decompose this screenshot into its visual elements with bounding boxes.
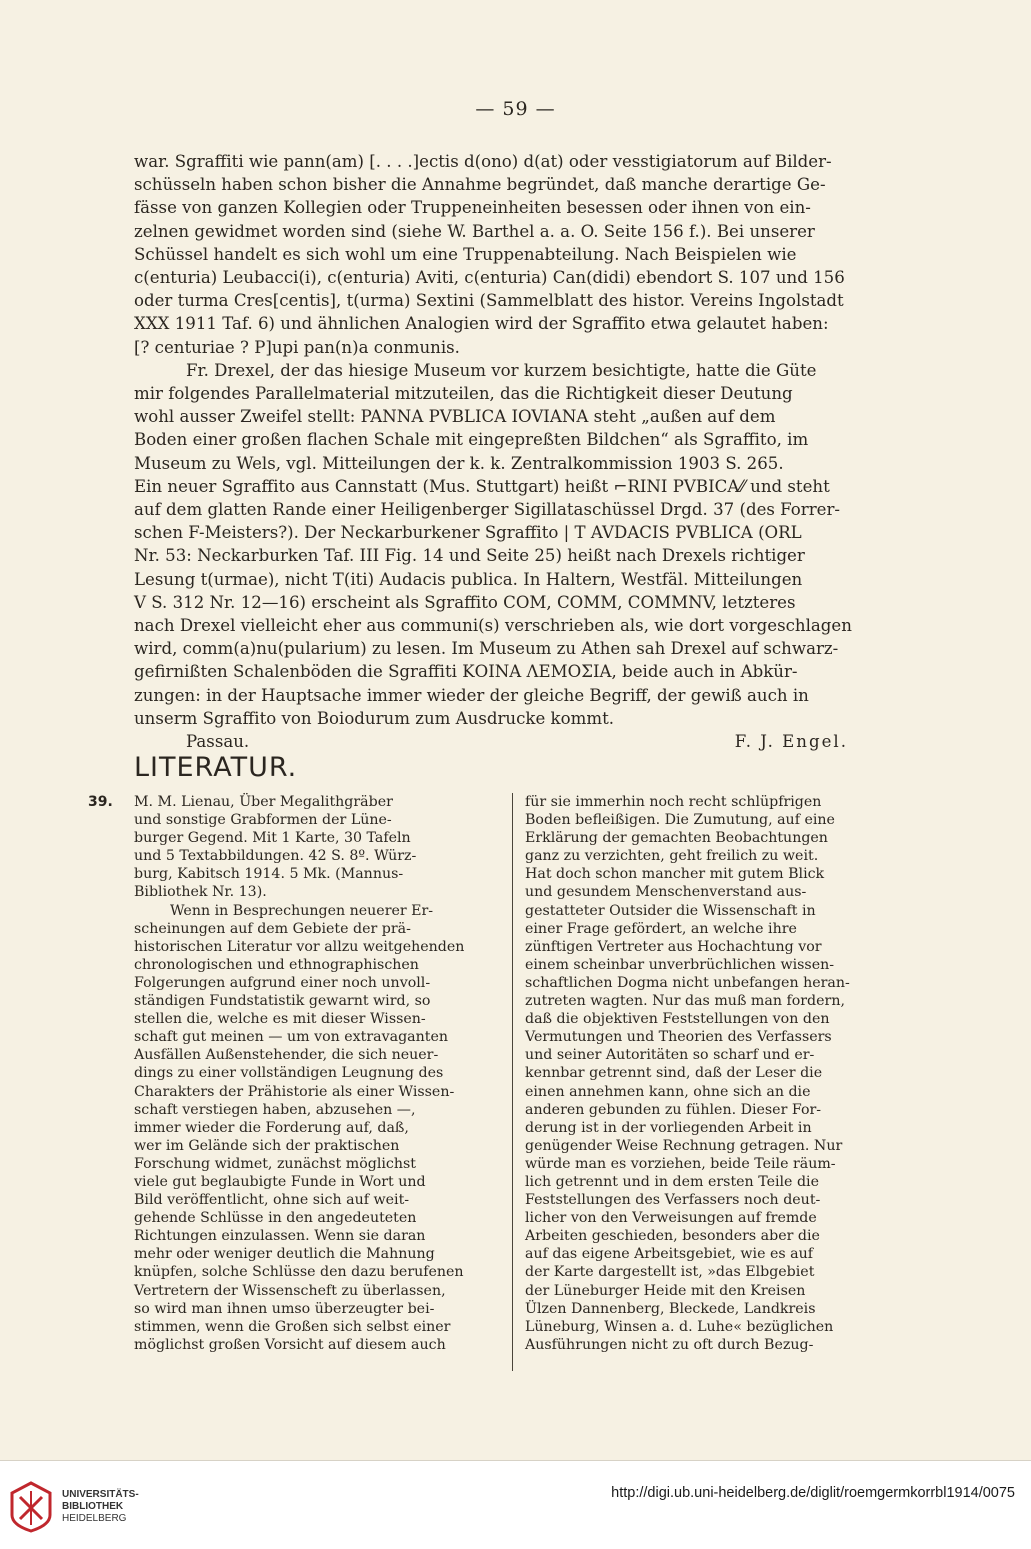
text-line: und gesundem Menschenverstand aus-	[525, 884, 807, 901]
text-line: gestatteter Outsider die Wissenschaft in	[525, 902, 816, 919]
text-line: würde man es vorziehen, beide Teile räum-	[525, 1155, 836, 1172]
text-line: Bibliothek Nr. 13).	[134, 884, 267, 901]
text-line: und seiner Autoritäten so scharf und er-	[525, 1047, 815, 1064]
text-line: Nr. 53: Neckarburken Taf. III Fig. 14 und Seite 25) heißt nach Drexels richtiger	[134, 546, 805, 566]
text-line: burger Gegend. Mit 1 Karte, 30 Tafeln	[134, 830, 411, 847]
text-line: dings zu einer vollständigen Leugnung des	[134, 1065, 444, 1082]
text-line: genügender Weise Rechnung getragen. Nur	[525, 1137, 843, 1154]
text-line: der Karte dargestellt ist, »das Elbgebiet	[525, 1264, 815, 1281]
text-line: M. M. Lienau, Über Megalithgräber	[134, 794, 393, 810]
text-line: stellen die, welche es mit dieser Wissen-	[134, 1011, 426, 1028]
left-column	[88, 793, 500, 1371]
text-line: schüsseln haben schon bisher die Annahme begründet, daß manche derartige Ge-	[134, 175, 826, 195]
entry-citation	[134, 793, 500, 902]
main-article	[134, 150, 904, 753]
signature-author: F. J. Engel.	[734, 732, 848, 752]
signature-place: Passau.	[186, 732, 250, 752]
text-line: wohl ausser Zweifel stellt: PANNA PVBLICA IOVIANA steht „außen auf dem	[134, 407, 776, 427]
text-line: einer Frage gefördert, an welche ihre	[525, 920, 797, 937]
library-name-line: UNIVERSITÄTS-	[62, 1489, 139, 1500]
text-line: [? centuriae ? P]upi pan(n)a conmunis.	[134, 337, 460, 357]
text-line: Fr. Drexel, der das hiesige Museum vor kurzem besichtigte, hatte die Güte	[186, 360, 817, 380]
text-line: Ausführungen nicht zu oft durch Bezug-	[525, 1336, 814, 1353]
text-line: Schüssel handelt es sich wohl um eine Truppenabteilung. Nach Beispielen wie	[134, 244, 797, 264]
text-line: historischen Literatur vor allzu weitgehenden	[134, 938, 465, 955]
text-line: daß die objektiven Feststellungen von den	[525, 1011, 830, 1028]
text-line: zutreten wagten. Nur das muß man fordern,	[525, 993, 845, 1010]
text-line: Folgerungen aufgrund einer noch unvoll-	[134, 974, 431, 991]
text-line: Ülzen Dannenberg, Bleckede, Landkreis	[525, 1300, 816, 1317]
text-line: V S. 312 Nr. 12—16) erscheint als Sgraffito COM, COMM, COMMNV, letzteres	[134, 592, 796, 612]
text-line: Feststellungen des Verfassers noch deut-	[525, 1192, 821, 1209]
text-line: gehende Schlüsse in den angedeuteten	[134, 1210, 417, 1227]
text-line: Richtungen einzulassen. Wenn sie daran	[134, 1228, 426, 1245]
text-line: gefirnißten Schalenböden die Sgraffiti ΚΟΙΝΑ ΛΕΜΟΣΙΑ, beide auch in Abkür-	[134, 662, 798, 682]
review-columns	[88, 793, 905, 1371]
library-name	[62, 1489, 139, 1525]
text-line: ständigen Fundstatistik gewarnt wird, so	[134, 993, 431, 1010]
text-line: anderen gebunden zu fühlen. Dieser For-	[525, 1101, 822, 1118]
text-line: Forschung widmet, zunächst möglichst	[134, 1155, 416, 1172]
text-line: immer wieder die Forderung auf, daß,	[134, 1119, 409, 1136]
text-line: einen annehmen kann, ohne sich an die	[525, 1083, 811, 1100]
text-line: knüpfen, solche Schlüsse den dazu berufenen	[134, 1264, 464, 1281]
text-line: Ausfällen Außenstehender, die sich neuer-	[134, 1047, 439, 1064]
text-line: kennbar getrennt sind, daß der Leser die	[525, 1065, 823, 1082]
page-url-link[interactable]: http://digi.ub.uni-heidelberg.de/diglit/roemgermkorrbl1914/0075	[611, 1485, 1015, 1501]
library-logo[interactable]	[8, 1481, 139, 1533]
text-line: wer im Gelände sich der praktischen	[134, 1137, 400, 1154]
text-line: Hat doch schon mancher mit gutem Blick	[525, 866, 825, 883]
text-line: und sonstige Grabformen der Lüne-	[134, 812, 392, 829]
text-line: schaft gut meinen — um von extravaganten	[134, 1029, 449, 1046]
text-line: mehr oder weniger deutlich die Mahnung	[134, 1246, 435, 1263]
text-line: und 5 Textabbildungen. 42 S. 8º. Würz-	[134, 848, 417, 865]
text-line: so wird man ihnen umso überzeugter bei-	[134, 1300, 435, 1317]
text-line: der Lüneburger Heide mit den Kreisen	[525, 1282, 806, 1299]
text-line: XXX 1911 Taf. 6) und ähnlichen Analogien wird der Sgraffito etwa gelautet haben:	[134, 314, 829, 334]
text-line: viele gut beglaubigte Funde in Wort und	[134, 1173, 426, 1190]
text-line: Lesung t(urmae), nicht T(iti) Audacis publica. In Haltern, Westfäl. Mitteilungen	[134, 569, 803, 589]
text-line: Boden befleißigen. Die Zumutung, auf eine	[525, 812, 835, 829]
text-line: Charakters der Prähistorie als einer Wissen-	[134, 1083, 455, 1100]
text-line: Vermutungen und Theorien des Verfassers	[525, 1029, 832, 1046]
text-line: schen F-Meisters?). Der Neckarburkener Sgraffito | T AVDACIS PVBLICA (ORL	[134, 523, 802, 543]
entry-number: 39.	[88, 794, 113, 810]
text-line: lich getrennt und in dem ersten Teile die	[525, 1173, 819, 1190]
text-line: licher von den Verweisungen auf fremde	[525, 1210, 817, 1227]
right-column	[525, 793, 905, 1371]
text-line: chronologischen und ethnographischen	[134, 956, 419, 973]
text-line: Arbeiten geschieden, besonders aber die	[525, 1228, 820, 1245]
text-line: scheinungen auf dem Gebiete der prä-	[134, 920, 411, 937]
text-line: Erklärung der gemachten Beobachtungen	[525, 830, 828, 847]
text-line: ganz zu verzichten, geht freilich zu weit.	[525, 848, 819, 865]
library-name-line: BIBLIOTHEK	[62, 1501, 124, 1512]
column-divider	[512, 793, 513, 1371]
text-line: c(enturia) Leubacci(i), c(enturia) Aviti, c(enturia) Can(didi) ebendort S. 107 und 156	[134, 268, 845, 288]
text-line: auf das eigene Arbeitsgebiet, wie es auf	[525, 1246, 814, 1263]
text-line: Bild veröffentlicht, ohne sich auf weit-	[134, 1192, 410, 1209]
text-line: derung ist in der vorliegenden Arbeit in	[525, 1119, 812, 1136]
text-line: möglichst großen Vorsicht auf diesem auch	[134, 1336, 446, 1353]
text-line: burg, Kabitsch 1914. 5 Mk. (Mannus-	[134, 866, 404, 883]
text-line: schaftlichen Dogma nicht unbefangen heran-	[525, 974, 850, 991]
text-line: Vertretern der Wissenscheft zu überlassen,	[134, 1282, 446, 1299]
text-line: auf dem glatten Rande einer Heiligenberger Sigillataschüssel Drgd. 37 (des Forrer-	[134, 500, 841, 520]
text-line: fässe von ganzen Kollegien oder Truppeneinheiten besessen oder ihnen von ein-	[134, 198, 811, 218]
section-heading: LITERATUR.	[134, 752, 298, 783]
text-line: einem scheinbar unverbrüchlichen wissen-	[525, 956, 835, 973]
text-line: oder turma Cres[centis], t(urma) Sextini (Sammelblatt des histor. Vereins Ingolstadt	[134, 291, 844, 311]
footer-bar	[0, 1460, 1031, 1549]
text-line: mir folgendes Parallelmaterial mitzuteilen, das die Richtigkeit dieser Deutung	[134, 384, 793, 404]
text-line: Lüneburg, Winsen a. d. Luhe« bezüglichen	[525, 1318, 834, 1335]
text-line: für sie immerhin noch recht schlüpfrigen	[525, 794, 822, 810]
text-line: Ein neuer Sgraffito aus Cannstatt (Mus. Stuttgart) heißt ⌐RINI PVBICA⁄⁄ und steht	[134, 476, 830, 496]
text-line: wird, comm(a)nu(pularium) zu lesen. Im Museum zu Athen sah Drexel auf schwarz-	[134, 639, 839, 659]
bibliography-entry	[88, 793, 500, 902]
signature	[134, 730, 904, 753]
text-line: schaft verstiegen haben, abzusehen —,	[134, 1101, 416, 1118]
text-line: zelnen gewidmet worden sind (siehe W. Barthel a. a. O. Seite 156 f.). Bei unserer	[134, 221, 815, 241]
text-line: war. Sgraffiti wie pann(am) [. . . .]ectis d(ono) d(at) oder vesstigiatorum auf Bilder-	[134, 152, 832, 171]
library-seal-icon	[8, 1481, 54, 1533]
text-line: stimmen, wenn die Großen sich selbst einer	[134, 1318, 451, 1335]
text-line: Museum zu Wels, vgl. Mitteilungen der k. k. Zentralkommission 1903 S. 265.	[134, 453, 784, 473]
text-line: unserm Sgraffito von Boiodurum zum Ausdrucke kommt.	[134, 708, 615, 728]
library-name-line: HEIDELBERG	[62, 1513, 127, 1524]
text-line: Wenn in Besprechungen neuerer Er-	[170, 902, 434, 919]
page-number: — 59 —	[475, 98, 556, 120]
text-line: zünftigen Vertreter aus Hochachtung vor	[525, 938, 822, 955]
text-line: zungen: in der Hauptsache immer wieder der gleiche Begriff, der gewiß auch in	[134, 685, 809, 705]
text-line: nach Drexel vielleicht eher aus communi(s) verschrieben als, wie dort vorgeschlagen	[134, 616, 852, 636]
text-line: Boden einer großen flachen Schale mit eingepreßten Bildchen“ als Sgraffito, im	[134, 430, 809, 450]
